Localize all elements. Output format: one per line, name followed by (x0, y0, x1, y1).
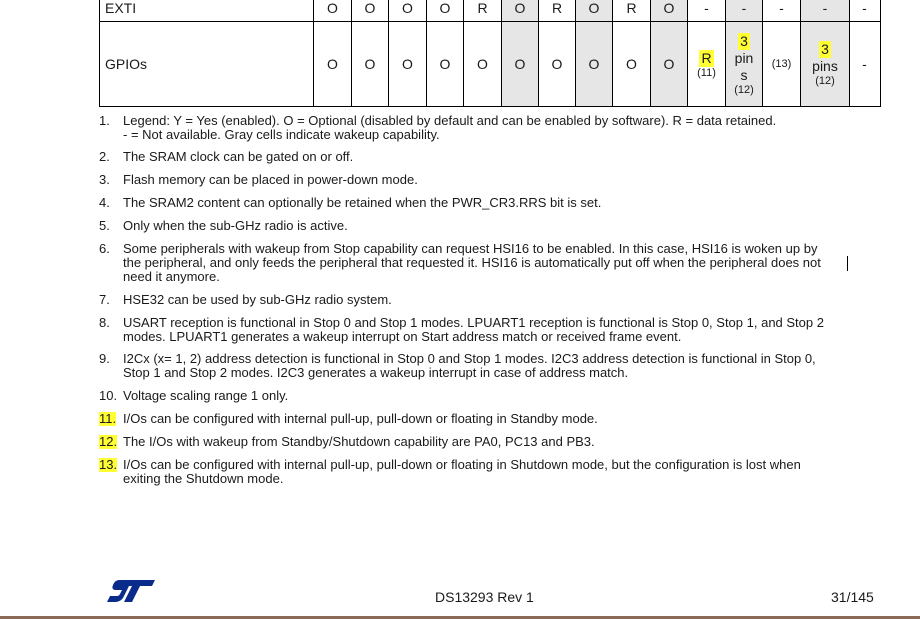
cell-text: s (740, 66, 748, 83)
note-number: 2. (99, 149, 110, 164)
note-line: The SRAM2 content can optionally be retained when the PWR_CR3.RRS bit is set. (123, 195, 602, 210)
table-cell: O (626, 56, 637, 72)
footnote-ref: (12) (815, 75, 835, 87)
note-number: 11. (99, 411, 117, 426)
note-number: 3. (99, 172, 110, 187)
document-reference: DS13293 Rev 1 (435, 589, 534, 605)
table-cell: - (822, 0, 828, 16)
note-line: I/Os can be configured with internal pull-up, pull-down or floating in Standby mode. (123, 411, 598, 426)
cell-text: pin (734, 49, 754, 66)
table-cell: R (551, 0, 563, 16)
note-line: Only when the sub-GHz radio is active. (123, 218, 348, 233)
footnote-ref: (13) (771, 58, 792, 70)
note-number: 4. (99, 195, 110, 210)
table-cell: - (779, 0, 784, 16)
note-number: 5. (99, 218, 110, 233)
row-label-exti: EXTI (105, 0, 137, 16)
cell-text: pins (812, 58, 838, 74)
table-cell: O (327, 0, 338, 16)
highlighted-value: R (701, 49, 712, 66)
page-number: 31/145 (831, 589, 874, 605)
note-line: USART reception is functional in Stop 0 and Stop 1 modes. LPUART1 reception is functional is Stop 0, Stop 1, and Stop 2 (123, 315, 824, 330)
cell-text: - (862, 55, 867, 72)
note-line: need it anymore. (123, 269, 220, 284)
highlighted-value: 3 (821, 41, 829, 57)
table-cell: O (663, 56, 675, 72)
note-line: the peripheral, and only feeds the peripheral that requested it. HSI16 is automatically put off when the peripheral does not (123, 255, 821, 270)
note-line: modes. LPUART1 generates a wakeup interrupt on Start address match or received frame event. (123, 329, 682, 344)
table-cell: O (364, 0, 376, 16)
table-cell (688, 22, 725, 106)
table-cell: - (862, 0, 867, 16)
table-cell: O (402, 0, 413, 16)
st-logo-icon (107, 578, 157, 607)
table-cell: O (551, 56, 563, 72)
row-label-gpios: GPIOs (105, 56, 148, 72)
highlighted-value: 3 (740, 32, 748, 49)
note-line: Stop 1 and Stop 2 modes. I2C3 generates a wakeup interrupt in case of address match. (123, 365, 629, 380)
wakeup-table (99, 0, 881, 107)
note-line: The I/Os with wakeup from Standby/Shutdown capability are PA0, PC13 and PB3. (123, 434, 595, 449)
note-line: I/Os can be configured with internal pull-up, pull-down or floating in Shutdown mode, but the configuration is lost when (123, 457, 801, 472)
table-cell: O (364, 56, 376, 72)
table-cell (726, 22, 762, 106)
note-line: Some peripherals with wakeup from Stop capability can request HSI16 to be enabled. In this case, HSI16 is woken up by (123, 241, 818, 256)
note-number: 7. (99, 292, 110, 307)
note-line: HSE32 can be used by sub-GHz radio system. (123, 292, 392, 307)
table-cell: R (477, 0, 488, 16)
note-line: exiting the Shutdown mode. (123, 471, 284, 486)
note-line: - = Not available. Gray cells indicate wakeup capability. (123, 127, 440, 142)
note-line: Legend: Y = Yes (enabled). O = Optional (disabled by default and can be enabled by software). R = data retained. (123, 113, 777, 128)
note-number: 6. (99, 241, 110, 256)
table-cell: O (514, 56, 526, 72)
table-cell: O (402, 56, 413, 72)
table-cell: O (477, 56, 488, 72)
note-line: Voltage scaling range 1 only. (123, 388, 289, 403)
table-cell: - (741, 0, 747, 16)
note-number: 12. (99, 434, 118, 449)
note-number: 13. (99, 457, 118, 472)
note-number: 10. (99, 388, 118, 403)
table-cell (801, 22, 849, 106)
table-cell: O (588, 56, 600, 72)
table-cell (850, 22, 879, 106)
table-cell: O (439, 56, 451, 72)
text-cursor (847, 256, 848, 271)
footnote-ref: (12) (734, 83, 754, 96)
table-cell (763, 22, 800, 106)
table-cell: O (588, 0, 600, 16)
note-line: Flash memory can be placed in power-down mode. (123, 172, 418, 187)
table-cell: O (514, 0, 526, 16)
note-number: 9. (99, 351, 110, 366)
note-line: The SRAM clock can be gated on or off. (123, 149, 354, 164)
table-cell: O (439, 0, 451, 16)
table-cell: - (704, 0, 709, 16)
table-cell: R (626, 0, 637, 16)
note-number: 1. (99, 113, 110, 128)
note-number: 8. (99, 315, 110, 330)
table-cell: O (663, 0, 675, 16)
footnote-ref: (11) (697, 66, 716, 79)
table-cell: O (327, 56, 338, 72)
note-line: I2Cx (x= 1, 2) address detection is functional in Stop 0 and Stop 1 modes. I2C3 address detection is functional in Stop 0, (123, 351, 816, 366)
